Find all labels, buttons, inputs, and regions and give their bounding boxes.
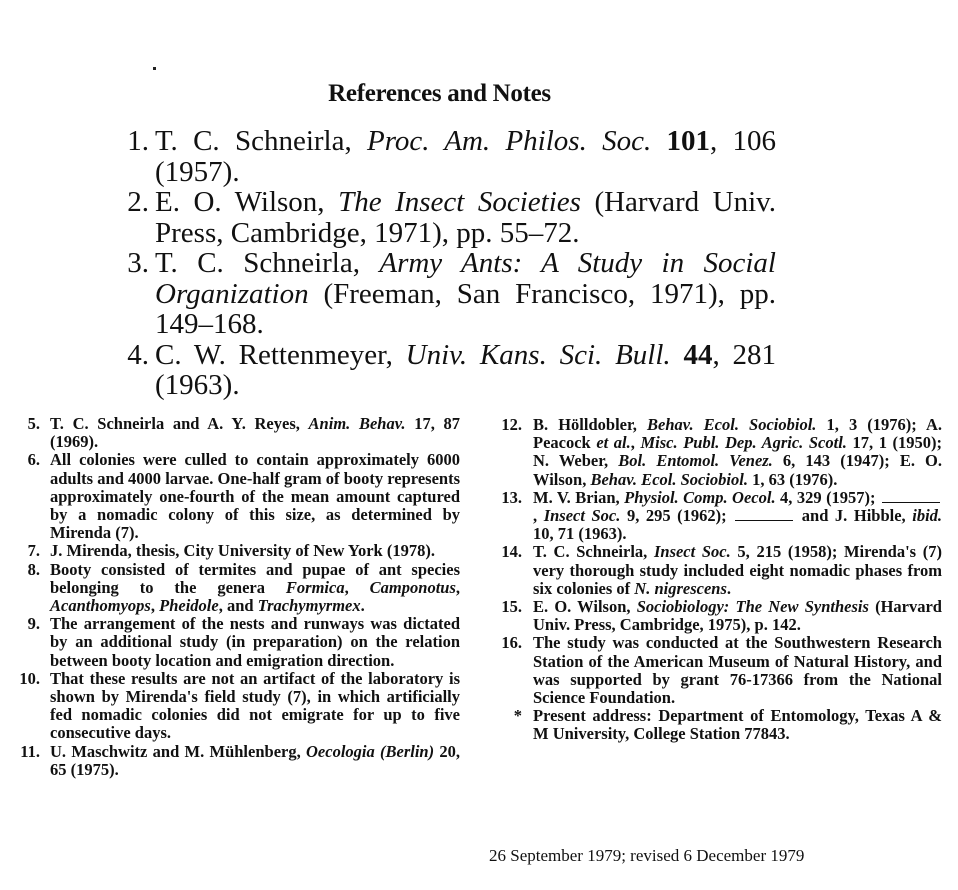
italic-citation: Formica	[285, 577, 345, 597]
volume-number: 44	[683, 338, 713, 371]
text-run: T. C. Schneirla,	[155, 125, 367, 157]
text-run: M. V. Brian,	[533, 487, 625, 507]
italic-citation: Oecologia (Berlin)	[306, 741, 435, 761]
italic-citation: Insect Soc.	[543, 506, 621, 526]
text-run: All colonies were culled to contain approximately 6000 adults and 4000 larvae. One-half gram of booty represents approximately one-fourth of the mean amount captured by a nomadic colony of this size, as determined by Mirenda (7).	[50, 450, 460, 543]
text-run: U. Maschwitz and M. Mühlenberg,	[50, 741, 306, 761]
reference-entry	[10, 542, 460, 560]
reference-text	[50, 615, 460, 670]
reference-text	[50, 670, 460, 743]
text-run: , 71 (1963).	[549, 524, 627, 544]
reference-number: 8.	[27, 559, 40, 579]
italic-citation: Physiol. Comp. Oecol.	[624, 487, 776, 507]
reference-entry	[490, 416, 942, 489]
italic-citation: Insect Soc.	[653, 542, 731, 562]
text-run	[406, 414, 415, 433]
reference-entry	[10, 561, 460, 616]
section-heading: References and Notes	[328, 80, 551, 107]
text-run: , and	[218, 596, 258, 616]
volume-number: 1	[752, 469, 761, 489]
reference-number: *	[513, 706, 522, 726]
text-run: ,	[150, 596, 160, 616]
volume-number: 20	[439, 741, 456, 761]
reference-number: 13.	[501, 487, 522, 507]
text-run: J. Mirenda, thesis, City University of New York (1978).	[50, 541, 435, 561]
reference-entry	[490, 543, 942, 598]
reference-text	[50, 561, 460, 616]
text-run: and J. Hibble,	[795, 506, 913, 526]
volume-number: 6	[782, 451, 792, 471]
reference-text	[50, 451, 460, 542]
text-run: T. C. Schneirla and A. Y. Reyes,	[50, 414, 309, 433]
text-run: ,	[630, 433, 641, 453]
reference-entry	[490, 634, 942, 707]
reference-entry	[10, 615, 460, 670]
reference-number: 15.	[501, 597, 522, 617]
text-run: T. C. Schneirla,	[155, 247, 380, 279]
text-run: ,	[455, 577, 460, 597]
volume-number: 1	[826, 415, 835, 434]
italic-citation: Trachymyrmex	[257, 596, 361, 616]
text-run: , 106 (1957).	[155, 125, 777, 188]
text-run: , 329 (1957);	[788, 487, 880, 507]
italic-citation: et al.	[596, 433, 631, 453]
italic-citation: Univ. Kans. Sci. Bull.	[405, 338, 671, 371]
reference-number: 2.	[127, 186, 149, 218]
text-run: .	[360, 596, 365, 616]
reference-text	[533, 707, 942, 743]
reference-entry	[490, 489, 942, 544]
text-run: The arrangement of the nests and runways was dictated by an additional study (in preparation) on the relation between booty location and emigration direction.	[50, 614, 460, 670]
italic-citation: The Insect Societies	[338, 186, 581, 218]
text-run: (Harvard Univ. Press, Cambridge, 1975), p. 142.	[533, 597, 942, 635]
reference-entry	[10, 415, 460, 451]
italic-citation: Camponotus	[369, 577, 456, 597]
reference-text	[50, 415, 460, 451]
text-run: Booty consisted of termites and pupae of ant species belonging to the genera	[50, 559, 460, 597]
volume-number: 17	[414, 414, 431, 433]
volume-number: 4	[780, 487, 789, 507]
left-notes-column	[10, 415, 460, 779]
text-run: E. O. Wilson,	[155, 186, 339, 218]
italic-citation: N. nigrescens	[634, 578, 727, 598]
reference-number: 1.	[127, 125, 149, 157]
reference-number: 6.	[27, 450, 40, 470]
italic-citation: Army Ants: A Study in Social Organization	[155, 247, 776, 310]
reference-entry	[10, 451, 460, 542]
print-speck	[153, 67, 156, 70]
reference-text	[155, 248, 776, 340]
volume-number: 101	[666, 125, 710, 157]
volume-number: 10	[533, 524, 550, 544]
reference-text	[155, 187, 776, 248]
text-run	[671, 339, 684, 371]
reference-text	[50, 743, 460, 779]
text-run: , 143 (1947); E. O. Wilson,	[533, 451, 943, 489]
italic-citation: Acanthomyops	[50, 596, 151, 616]
reference-number: 7.	[27, 541, 40, 561]
reference-text	[533, 634, 942, 707]
reference-entry	[10, 743, 460, 779]
text-run: , 3 (1976); A. Peacock	[533, 415, 943, 453]
ditto-dash	[735, 510, 793, 521]
volume-number: 17	[852, 433, 869, 453]
reference-entry	[116, 126, 776, 187]
text-run: E. O. Wilson,	[533, 597, 637, 617]
reference-text	[155, 340, 776, 401]
text-run: , 65 (1975).	[50, 741, 460, 779]
italic-citation: Sociobiology: The New Synthesis	[636, 597, 869, 617]
text-run: The study was conducted at the Southwestern Research Station of the American Museum of Natural History, and was supported by grant 76-17366 from the National Science Foundation.	[533, 633, 942, 708]
text-run	[816, 415, 826, 434]
right-notes-column	[490, 416, 942, 744]
italic-citation: Misc. Publ. Dep. Agric. Scotl.	[640, 433, 847, 453]
reference-entry	[116, 187, 776, 248]
text-run: , 295 (1962);	[635, 506, 734, 526]
text-run: , 1 (1950); N. Weber,	[533, 433, 943, 471]
reference-number: 11.	[20, 741, 40, 761]
reference-number: 4.	[127, 338, 149, 371]
text-run: ,	[533, 506, 544, 526]
text-run: (Freeman, San Francisco, 1971), pp. 149–168.	[155, 277, 776, 340]
text-run: , 281 (1963).	[155, 338, 777, 401]
reference-entry	[116, 340, 776, 401]
italic-citation: Anim. Behav.	[308, 414, 406, 433]
italic-citation: Bol. Entomol. Venez.	[618, 451, 773, 471]
text-run: .	[726, 578, 732, 598]
reference-number: 3.	[127, 247, 149, 279]
reference-entry	[490, 707, 942, 743]
reference-entry	[10, 670, 460, 743]
text-run: C. W. Rettenmeyer,	[155, 338, 406, 371]
text-run: Present address: Department of Entomology, Texas A & M University, College Station 77843.	[533, 706, 942, 744]
reference-number: 10.	[19, 668, 40, 688]
text-run	[773, 451, 783, 470]
italic-citation: Proc. Am. Philos. Soc.	[366, 125, 652, 157]
received-date-line: 26 September 1979; revised 6 December 1979	[489, 846, 805, 865]
ditto-dash	[882, 492, 940, 503]
volume-number: 5	[737, 542, 746, 562]
text-run: , 87 (1969).	[50, 414, 460, 452]
reference-text	[533, 598, 942, 634]
reference-text	[533, 489, 942, 544]
text-run: That these results are not an artifact of the laboratory is shown by Mirenda's field study (7), in which artificially fed nomadic colonies did not emigrate for up to five consecutive days.	[50, 668, 460, 743]
italic-citation: Pheidole	[159, 596, 219, 616]
reference-text	[533, 416, 942, 489]
reference-entry	[490, 598, 942, 634]
reference-number: 12.	[501, 415, 522, 434]
text-run	[651, 125, 666, 157]
italic-citation: Behav. Ecol. Sociobiol.	[647, 415, 817, 434]
volume-number: 9	[626, 506, 636, 526]
reference-text	[533, 543, 942, 598]
reference-text	[155, 126, 776, 187]
reference-number: 5.	[27, 414, 40, 433]
text-run: T. C. Schneirla,	[533, 542, 654, 562]
text-run: , 215 (1958); Mirenda's (7) very thorough study included eight nomadic phases from six colonies of	[533, 542, 942, 598]
reference-entry	[116, 248, 776, 340]
main-references-list	[116, 126, 776, 401]
reference-text	[50, 542, 460, 560]
italic-citation: Behav. Ecol. Sociobiol.	[590, 469, 748, 489]
italic-citation: ibid.	[912, 506, 943, 526]
reference-number: 9.	[27, 614, 40, 634]
text-run: , 63 (1976).	[760, 469, 838, 489]
text-run: ,	[344, 577, 370, 597]
text-run: (Harvard Univ. Press, Cambridge, 1971), pp. 55–72.	[155, 186, 776, 249]
text-run: B. Hölldobler,	[533, 415, 647, 434]
reference-number: 16.	[501, 633, 522, 653]
reference-number: 14.	[501, 542, 522, 562]
